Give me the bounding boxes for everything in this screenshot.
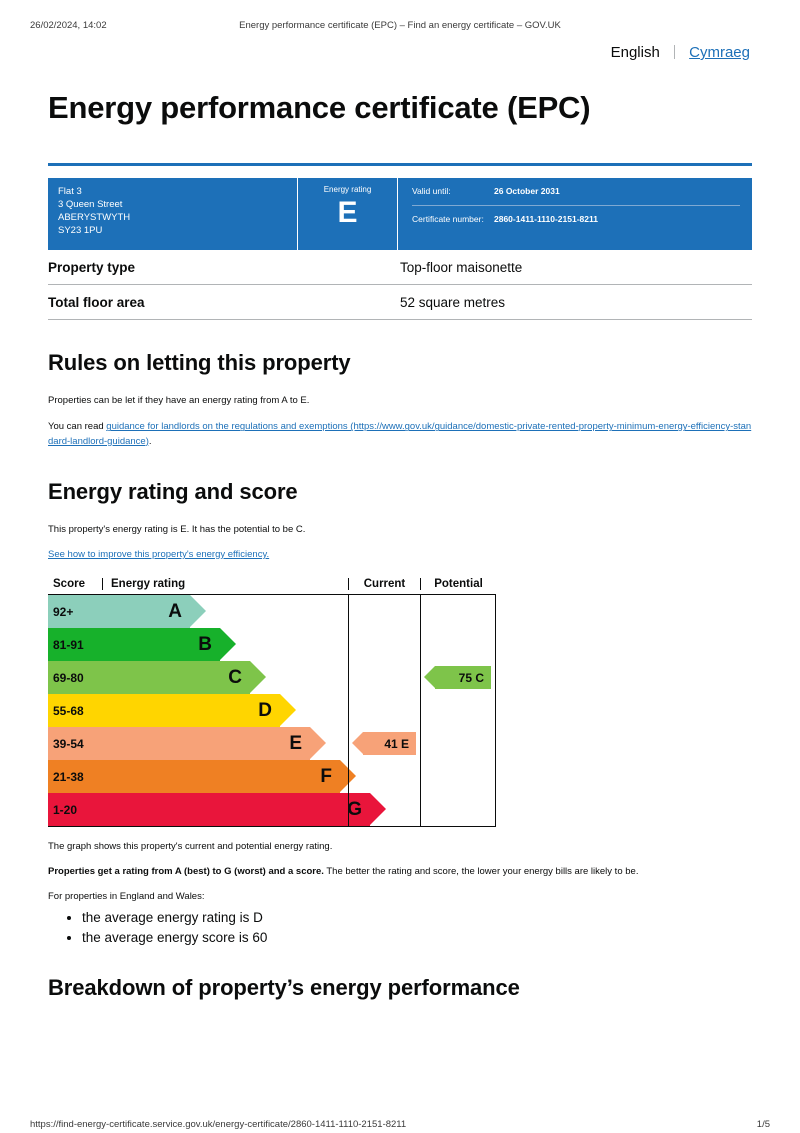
graph-band-row: [48, 727, 496, 760]
band-bar: [102, 727, 310, 760]
potential-rating-label: 75 C: [458, 670, 484, 685]
detail-value: 52 square metres: [400, 295, 506, 311]
graph-note-region: For properties in England and Wales:: [48, 891, 205, 903]
band-bar-cell: [102, 628, 348, 661]
energy-rating-value: E: [337, 196, 358, 230]
band-letter: G: [347, 798, 362, 820]
guidance-tail-text: .: [148, 435, 152, 447]
list-item: • the average energy rating is D: [82, 908, 752, 928]
graph-band-row: [48, 760, 496, 793]
band-letter: E: [289, 732, 302, 754]
band-bar-cell: [102, 595, 348, 628]
potential-rating-marker: [435, 666, 491, 689]
graph-band-row: [48, 694, 496, 727]
current-rating-cell: [348, 628, 420, 661]
address-line-1: Flat 3: [58, 186, 82, 198]
band-score-label: 92+: [48, 595, 102, 628]
page-title: Energy performance certificate (EPC): [48, 90, 591, 125]
valid-until-label: Valid until:: [412, 186, 451, 197]
band-bar-cell: [102, 694, 348, 727]
language-current: English: [610, 44, 660, 61]
potential-rating-cell: [420, 595, 496, 628]
band-score-label: 39-54: [48, 727, 102, 760]
column-header-potential: Potential: [420, 578, 496, 590]
detail-value: Top-floor maisonette: [400, 260, 523, 276]
print-url: https://find-energy-certificate.service.gov.uk/energy-certificate/2860-1411-1110-2151-8211: [30, 1119, 407, 1130]
detail-key: Total floor area: [48, 295, 145, 311]
improve-efficiency-link[interactable]: See how to improve this property's energy efficiency.: [48, 549, 270, 561]
current-rating-label: 41 E: [384, 736, 409, 751]
section-heading-energy-rating: Energy rating and score: [48, 478, 298, 504]
potential-rating-cell: [420, 661, 496, 694]
address-line-4: SY23 1PU: [58, 224, 103, 236]
energy-rating-graph: [48, 578, 496, 827]
graph-note-rest: The better the rating and score, the lower your energy bills are likely to be.: [323, 866, 639, 878]
landlord-guidance-link[interactable]: guidance for landlords on the regulations and exemptions (https://www.gov.uk/guidance/domestic-private-rented-property-minimum-energy-efficiency-standard-landlord-guidance): [48, 421, 752, 447]
band-bar: [102, 793, 370, 826]
certificate-summary: [48, 178, 752, 250]
guidance-lead-text: You can read: [48, 421, 107, 433]
energy-rating-summary: [298, 178, 398, 250]
language-divider: [674, 45, 675, 59]
graph-note-bold: Properties get a rating from A (best) to G (worst) and a score.: [48, 866, 324, 878]
print-page-number: 1/5: [756, 1119, 770, 1130]
print-page-title: Energy performance certificate (EPC) – Find an energy certificate – GOV.UK: [239, 20, 561, 31]
potential-rating-cell: [420, 760, 496, 793]
letting-guidance-paragraph: [48, 420, 752, 449]
detail-row-property-type: [48, 250, 752, 285]
band-score-label: 69-80: [48, 661, 102, 694]
band-bar: [102, 661, 250, 694]
current-rating-cell: [348, 595, 420, 628]
band-bar: [102, 628, 220, 661]
graph-note-rating-explainer: [48, 866, 752, 877]
band-letter: F: [320, 765, 332, 787]
band-bar-cell: [102, 727, 348, 760]
average-list: [48, 908, 752, 949]
section-heading-letting: Rules on letting this property: [48, 350, 351, 376]
letting-paragraph: Properties can be let if they have an energy rating from A to E.: [48, 395, 310, 407]
certificate-number-value: 2860-1411-1110-2151-8211: [494, 214, 598, 225]
graph-band-row: [48, 661, 496, 694]
language-switcher: [48, 44, 752, 61]
band-score-label: 81-91: [48, 628, 102, 661]
potential-rating-cell: [420, 793, 496, 826]
band-bar: [102, 760, 340, 793]
graph-bottom-rule: [48, 826, 496, 827]
title-rule: [48, 163, 752, 166]
column-header-current: Current: [348, 578, 420, 590]
potential-rating-cell: [420, 727, 496, 760]
valid-until-value: 26 October 2031: [494, 186, 560, 197]
list-item: • the average energy score is 60: [82, 928, 752, 948]
column-header-score: Score: [53, 578, 85, 591]
band-score-label: 21-38: [48, 760, 102, 793]
section-heading-breakdown: Breakdown of property’s energy performance: [48, 974, 520, 1000]
page-content: [48, 44, 752, 1019]
improve-efficiency-paragraph: [48, 549, 752, 560]
certificate-number-row: [412, 214, 740, 225]
current-rating-cell: [348, 760, 420, 793]
address-line-3: ABERYSTWYTH: [58, 211, 131, 223]
potential-rating-cell: [420, 694, 496, 727]
address-line-2: 3 Queen Street: [58, 198, 123, 210]
current-rating-cell: [348, 727, 420, 760]
energy-rating-label: Energy rating: [323, 185, 372, 195]
graph-band-row: [48, 793, 496, 826]
detail-row-floor-area: [48, 285, 752, 320]
certificate-meta: [398, 178, 752, 250]
language-link-cymraeg[interactable]: Cymraeg: [689, 44, 750, 61]
band-score-label: 1-20: [48, 793, 102, 826]
graph-band-row: [48, 628, 496, 661]
graph-body: [48, 595, 496, 826]
band-letter: B: [198, 633, 212, 655]
band-letter: A: [168, 600, 182, 622]
band-bar: [102, 595, 190, 628]
current-rating-marker: [363, 732, 416, 755]
band-letter: C: [228, 666, 242, 688]
detail-key: Property type: [48, 260, 136, 276]
graph-note: The graph shows this property's current and potential energy rating.: [48, 841, 333, 853]
energy-rating-paragraph: This property's energy rating is E. It has the potential to be C.: [48, 523, 306, 535]
property-address: [48, 178, 298, 250]
band-letter: D: [258, 699, 272, 721]
valid-until-row: [412, 186, 740, 197]
band-bar: [102, 694, 280, 727]
band-bar-cell: [102, 661, 348, 694]
current-rating-cell: [348, 694, 420, 727]
band-bar-cell: [102, 793, 362, 826]
print-date: 26/02/2024, 14:02: [30, 20, 107, 31]
potential-rating-cell: [420, 628, 496, 661]
band-bar-cell: [102, 760, 348, 793]
band-score-label: 55-68: [48, 694, 102, 727]
graph-header-row: [48, 578, 496, 595]
column-header-energy-rating: Energy rating: [102, 578, 348, 590]
current-rating-cell: [348, 661, 420, 694]
certificate-number-label: Certificate number:: [412, 214, 484, 225]
meta-divider: [412, 205, 740, 206]
graph-band-row: [48, 595, 496, 628]
